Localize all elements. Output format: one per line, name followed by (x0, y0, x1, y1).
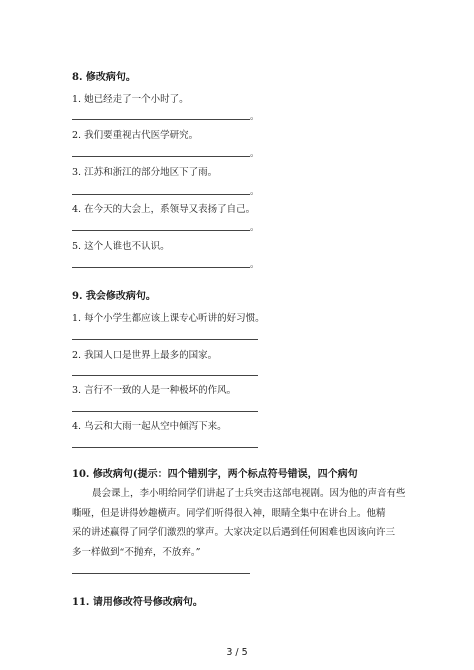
answer-line[interactable] (72, 573, 250, 574)
paragraph-line: 嘶哑，但是讲得妙趣横声。同学们听得很入神，眼睛全集中在讲台上。他精 (72, 507, 386, 519)
sec10-paragraph (72, 484, 412, 562)
answer-line[interactable] (72, 230, 250, 231)
section-8-title: 8. 修改病句。 (72, 72, 136, 83)
sec9-item-1: 1. 每个小学生都应该上课专心听讲的好习惯。 (72, 313, 265, 324)
answer-line[interactable] (72, 375, 258, 376)
sec8-item-3: 3. 江苏和浙江的部分地区下了雨。 (72, 167, 218, 178)
section-11-title: 11. 请用修改符号修改病句。 (72, 597, 203, 608)
answer-line[interactable] (72, 411, 258, 412)
answer-line[interactable] (72, 447, 258, 448)
end-mark: 。 (250, 223, 260, 233)
end-mark: 。 (250, 260, 260, 270)
end-mark: 。 (250, 149, 260, 159)
paragraph-line: 多一样做到“不抛弃，不放弃。” (72, 546, 201, 558)
page-number: 3 / 5 (226, 647, 248, 658)
paragraph-line: 晨会课上，李小明给同学们讲起了士兵突击这部电视剧。因为他的声音有些 (92, 488, 406, 499)
answer-line[interactable] (72, 156, 250, 157)
sec8-item-2: 2. 我们要重视古代医学研究。 (72, 130, 199, 141)
sec9-item-2: 2. 我国人口是世界上最多的国家。 (72, 350, 218, 361)
sec8-item-4: 4. 在今天的大会上，系领导又表扬了自己。 (72, 204, 256, 215)
end-mark: 。 (250, 187, 260, 197)
answer-line[interactable] (72, 194, 250, 195)
answer-line[interactable] (72, 339, 258, 340)
paragraph-line: 采的讲述赢得了同学们激烈的掌声。大家决定以后遇到任何困难也因该向许三 (72, 527, 396, 538)
sec9-item-4: 4. 乌云和大雨一起从空中倾泻下来。 (72, 421, 227, 432)
answer-line[interactable] (72, 267, 250, 268)
section-9-title: 9. 我会修改病句。 (72, 291, 156, 302)
sec9-item-3: 3. 言行不一致的人是一种极坏的作风。 (72, 385, 237, 396)
sec8-item-5: 5. 这个人谁也不认识。 (72, 241, 170, 252)
end-mark: 。 (250, 112, 260, 122)
sec8-item-1: 1. 她已经走了一个小时了。 (72, 94, 189, 105)
section-10-title: 10. 修改病句(提示：四个错别字，两个标点符号错误，四个病句 (72, 469, 358, 480)
answer-line[interactable] (72, 119, 250, 120)
